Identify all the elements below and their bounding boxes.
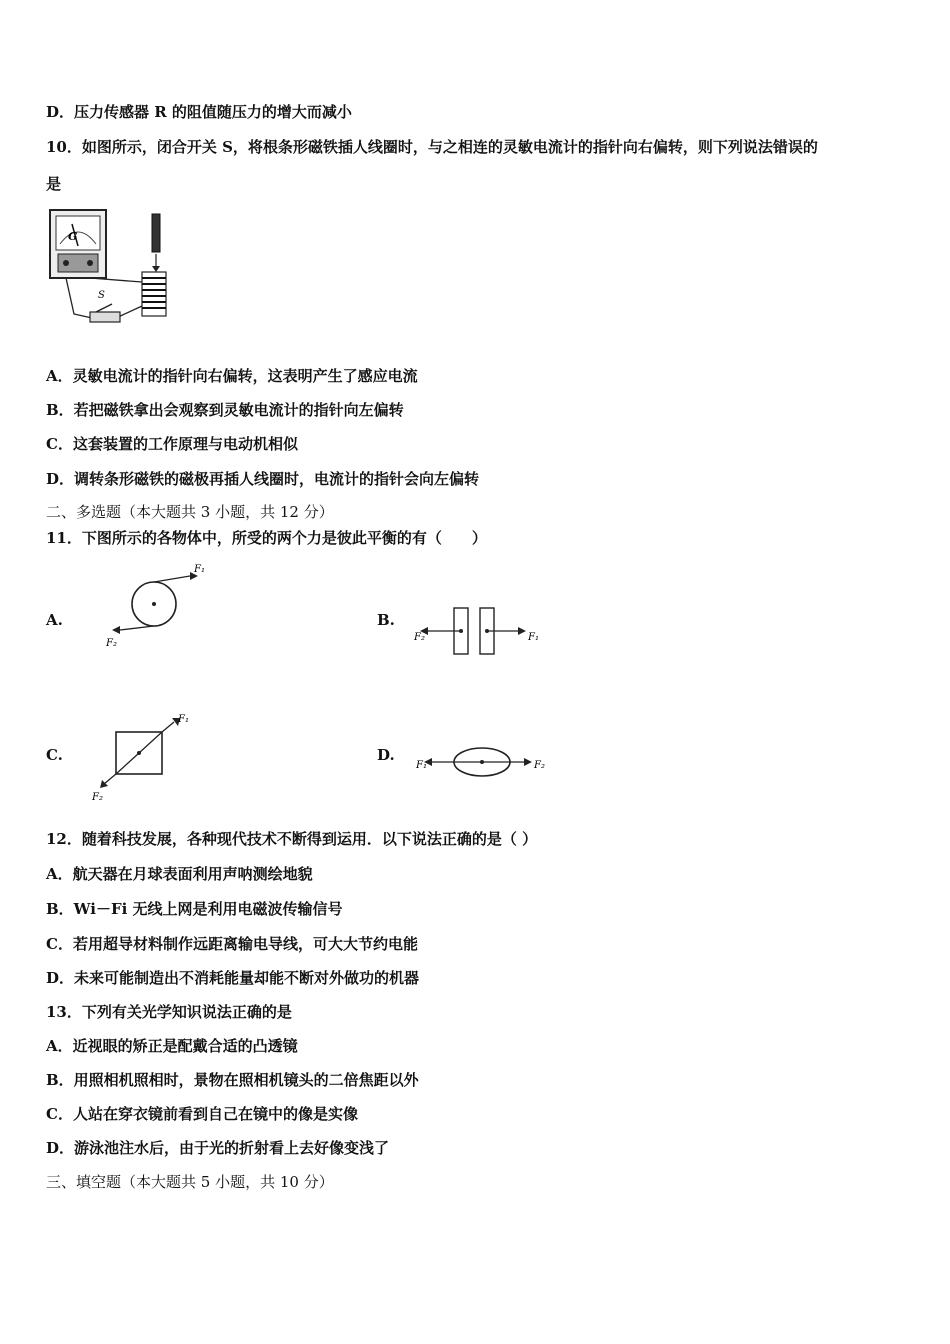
q12-option-b: B．Wi－Fi 无线上网是利用电磁波传输信号 (46, 900, 343, 918)
force-label-f1: F₁ (416, 760, 427, 771)
q13-stem: 13．下列有关光学知识说法正确的是 (46, 1003, 292, 1021)
q10-option-a: A．灵敏电流计的指针向右偏转，这表明产生了感应电流 (46, 367, 418, 385)
force-label-f2: F₂ (106, 638, 117, 649)
q12-option-d: D．未来可能制造出不消耗能量却能不断对外做功的机器 (46, 969, 420, 987)
q11-option-c-label: C. (46, 746, 63, 764)
q10-stem-line1: 10．如图所示，闭合开关 S，将根条形磁铁插人线圈时，与之相连的灵敏电流计的指针向右偏转，则下列说法错误的 (46, 138, 818, 156)
galvanometer-coil-figure (46, 206, 186, 334)
q11-figure-d (410, 740, 550, 786)
q13-option-b: B．用照相机照相时，景物在照相机镜头的二倍焦距以外 (46, 1071, 419, 1089)
switch (90, 312, 120, 322)
force-label-f2: F₂ (534, 760, 545, 771)
q13-option-c: C．人站在穿衣镜前看到自己在镜中的像是实像 (46, 1105, 358, 1123)
force-label-f2: F₂ (414, 632, 425, 643)
q13-option-d: D．游泳池注水后，由于光的折射看上去好像变浅了 (46, 1139, 390, 1157)
q11-figure-a (98, 558, 218, 658)
q11-option-a-label: A. (46, 611, 63, 629)
force-label-f1: F₁ (528, 632, 539, 643)
q11-option-b-label: B. (377, 611, 395, 629)
q10-option-c: C．这套装置的工作原理与电动机相似 (46, 435, 298, 453)
section3-title: 三、填空题（本大题共 5 小题，共 10 分） (46, 1173, 334, 1191)
q11-figure-b (410, 600, 550, 660)
force-label-f1: F₁ (194, 564, 205, 575)
force-label-f2: F₂ (92, 792, 103, 803)
q12-option-c: C．若用超导材料制作远距离输电导线，可大大节约电能 (46, 935, 418, 953)
q12-stem: 12．随着科技发展，各种现代技术不断得到运用．以下说法正确的是（ ） (46, 830, 538, 848)
q12-option-a: A．航天器在月球表面利用声呐测绘地貌 (46, 865, 313, 883)
meter-label: G (68, 230, 78, 243)
q9-option-d: D．压力传感器 R 的阻值随压力的增大而减小 (46, 103, 352, 121)
q11-figure-c (86, 708, 196, 804)
force-label-f1: F₁ (178, 714, 189, 725)
q10-stem-line2: 是 (46, 175, 62, 193)
q10-option-d: D．调转条形磁铁的磁极再插人线圈时，电流计的指针会向左偏转 (46, 470, 480, 488)
q11-stem: 11．下图所示的各物体中，所受的两个力是彼此平衡的有（ ） (46, 529, 487, 547)
switch-label: S (98, 290, 105, 301)
section2-title: 二、多选题（本大题共 3 小题，共 12 分） (46, 503, 334, 521)
bar-magnet (152, 214, 160, 252)
q10-option-b: B．若把磁铁拿出会观察到灵敏电流计的指针向左偏转 (46, 401, 404, 419)
q13-option-a: A．近视眼的矫正是配戴合适的凸透镜 (46, 1037, 298, 1055)
q11-option-d-label: D. (377, 746, 395, 764)
